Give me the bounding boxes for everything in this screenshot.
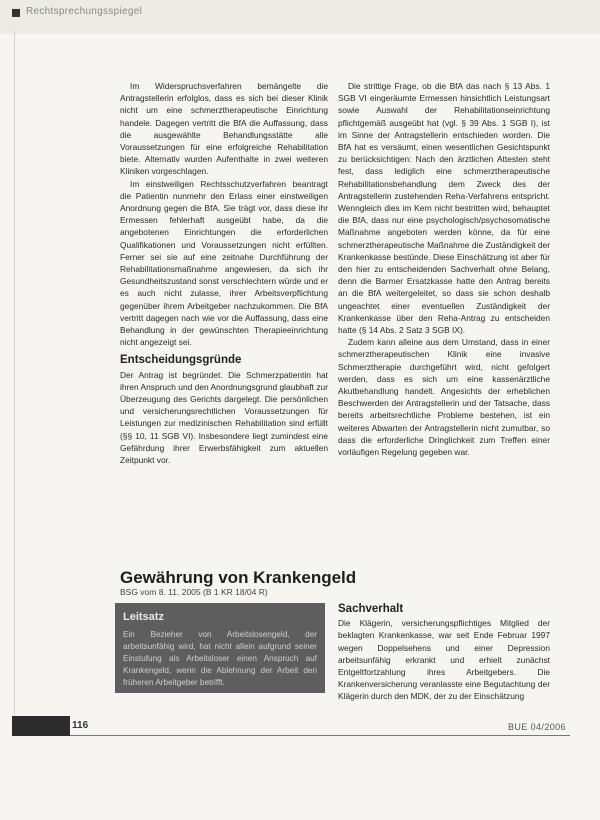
leitsatz-text: Ein Bezieher von Arbeitslosengeld, der arbeitsunfähig wird, hat nicht allein aufgrund seiner Einstufung als Arbeitsloser einen Anspruch auf Krankengeld, wenn die Ablehnung der Arbeit den früheren Arbeitgeber betrifft. xyxy=(123,630,317,687)
left-paragraph-1: Im Widerspruchsverfahren bemängelte die Antragstellerin erfolglos, dass es sich bei dieser Klinik nicht um eine schmerztherapeutische Einrichtung handele. Dagegen vertritt die BfA die Auffassung, dass die ausgewählte Behandlungsstätte alle Voraussetzungen für eine erfolgreiche Rehabilitation biete. Alternativ wurden Aufenthalte in zwei weiteren Kliniken vorgeschlagen. xyxy=(120,81,328,177)
right-paragraph-1: Die strittige Frage, ob die BfA das nach § 13 Abs. 1 SGB VI eingeräumte Ermessen hinsichtlich Leistungsart sowie Auswahl der Rehabilitationseinrichtung pflichtgemäß ausgeübt hat (vgl. § 39 Abs. 1 SGB I), ist im Sinne der Antragstellerin entschieden worden. Die BfA hat es versäumt, einen wesentlichen Gesichtspunkt zu berücksichtigen: Nach den ärztlichen Attesten steht fest, dass lediglich eine schmerztherapeutische Rehabilitationsbehandlung dem Zweck des der Antragstellerin zustehenden Reha-Verfahrens entspricht. Wenngleich dies im Kern nicht bestritten wird, behauptet die BfA, dass nur eine psychologisch/psychosomatische Maßnahme angeboten werden könne, da für eine schmerztherapeutische Maßnahme die Zuständigkeit der Krankenkasse bestünde. Diese Einschätzung ist aber für den hier zu entscheidenden Sachverhalt ohne Belang, denn die Barmer Ersatzkasse hatte den Antrag bereits an die BfA weitergeleitet, so dass sie schon deshalb ungeachtet einer eventuellen Zuständigkeit der Krankenkasse über den Reha-Antrag zu entscheiden hatte (§ 14 Abs. 2 Satz 3 SGB IX). xyxy=(338,81,550,336)
page-number: 116 xyxy=(72,720,89,731)
journal-reference: BUE 04/2006 xyxy=(508,722,566,732)
right-paragraph-2: Zudem kann alleine aus dem Umstand, dass in einer schmerztherapeutischen Klinik eine invasive Schmerztherapie durchgeführt wird, nicht gefolgert werden, dass es sich um eine kassenärztliche Akutbehandlung handelt. Angesichts der erheblichen Beschwerden der Antragstellerin und der Tatsache, dass bereits arbeitsrechtliche Probleme bestehen, ist ein weiteres Abwarten der Antragstellerin nicht zumutbar, so dass die erforderliche Dringlichkeit zum Treffen einer vorläufigen Regelung gegeben war. xyxy=(338,337,550,458)
section-label: Rechtsprechungsspiegel xyxy=(26,6,143,17)
header-band xyxy=(0,0,600,34)
header-marker-icon xyxy=(12,9,20,17)
sachverhalt-text: Die Klägerin, versicherungspflichtiges Mitglied der beklagten Krankenkasse, war seit Ende Februar 1997 wegen Doppelsehens und einer Depression arbeitsunfähig erkrankt und erhielt zunächst Entgeltfortzahlung ihres Arbeitgebers. Die Krankenversicherung veranlasste eine Begutachtung der Klägerin durch den MDK, der zu der Einschätzung xyxy=(338,618,550,702)
leitsatz-title: Leitsatz xyxy=(123,611,164,623)
article-reference: BSG vom 8. 11. 2005 (B 1 KR 18/04 R) xyxy=(120,587,268,597)
right-column xyxy=(338,80,550,458)
left-column xyxy=(120,80,328,466)
heading-sachverhalt: Sachverhalt xyxy=(338,603,404,615)
margin-rule xyxy=(14,30,15,720)
left-paragraph-2: Im einstweiligen Rechtsschutzverfahren beantragt die Patientin nunmehr den Erlass einer einstweiligen Anordnung gegen die BfA. Sie trägt vor, dass diese ihr Ermessen fehlerhaft ausgeübt habe, da die angebotenen Einrichtungen die erforderlichen Qualifikationen und Voraussetzungen nicht erfüllten. Ferner sei sie auf eine zeitnahe Durchführung der Rehabilitationsmaßnahme angewiesen, da sich ihr Gesundheitszustand sonst verschlechtern würde und er es auch nicht zulasse, ihrer Arbeitsverpflichtung gegenüber ihrem Arbeitgeber nachzukommen. Die BfA vertritt dagegen nach wie vor die Auffassung, dass eine Behandlung in der gewünschten Therapieeinrichtung nicht angezeigt sei. xyxy=(120,178,328,348)
article-title: Gewährung von Krankengeld xyxy=(120,568,357,587)
leitsatz-box xyxy=(115,603,325,693)
footer-rule xyxy=(70,735,570,736)
footer-bar xyxy=(12,716,70,736)
heading-entscheidungsgruende: Entscheidungsgründe xyxy=(120,354,242,367)
left-paragraph-3: Der Antrag ist begründet. Die Schmerzpatientin hat ihren Anspruch und den Anordnungsgrund glaubhaft zur Überzeugung des Gerichts dargelegt. Die persönlichen und versicherungsrechtlichen Voraussetzungen für Leistungen zur medizinischen Rehabilitation sind erfüllt (§§ 10, 11 SGB VI). Insbesondere liegt zumindest eine Gefährdung ihrer Erwerbsfähigkeit zum aktuellen Zeitpunkt vor. xyxy=(120,369,328,466)
sachverhalt-column xyxy=(338,603,550,703)
